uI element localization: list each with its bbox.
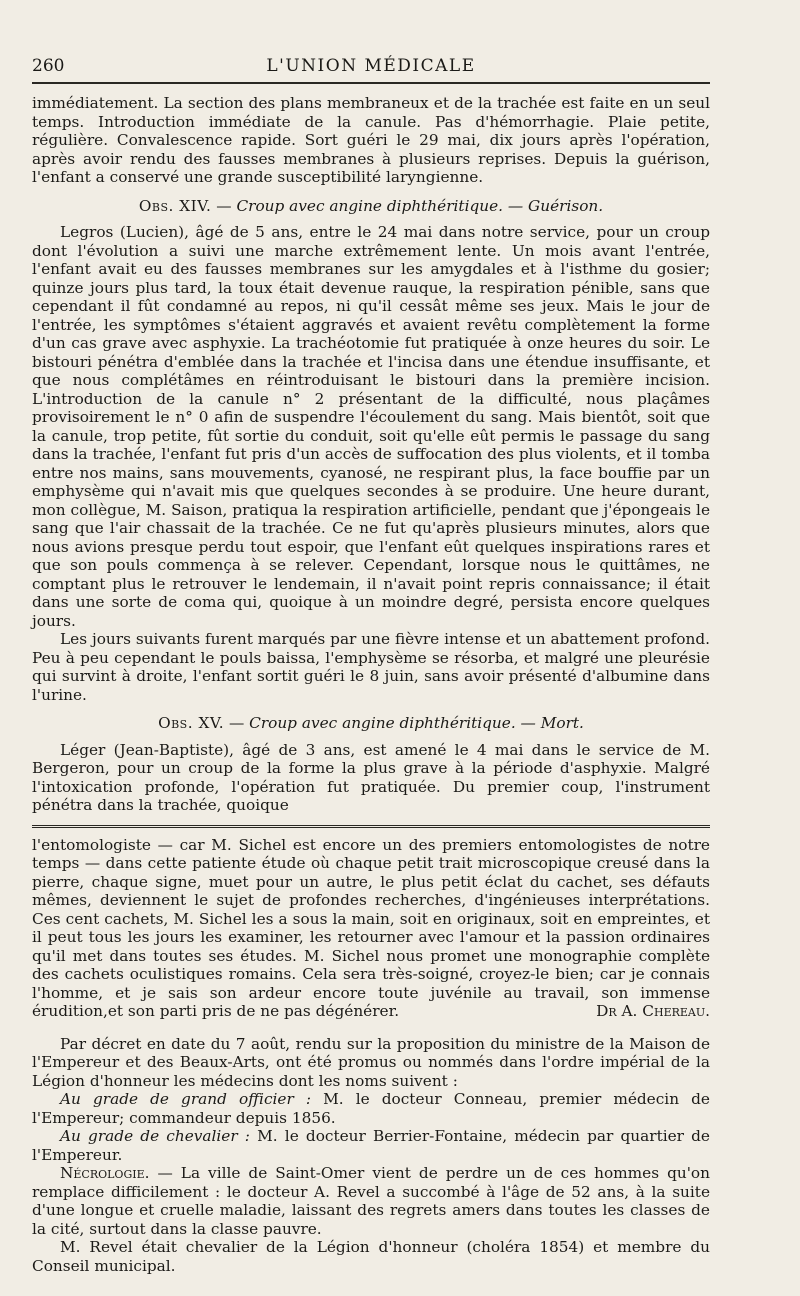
spacer — [32, 1021, 710, 1035]
paragraph-intro: immédiatement. La section des plans membraneux et de la trachée est faite en un seul temps. Introduction immédiate de la canule. Pas d'hémorrhagie. Plaie petite, régulière. Convalescence rapide. Sort guéri le 29 mai, dix jours après l'opération, après avoir rendu des fausses membranes à plusieurs reprises. Depuis la guérison, l'enfant a conservé une grande susceptibilité laryngienne. — [32, 94, 710, 186]
section-divider — [32, 825, 710, 830]
obs-15-dash: — — [224, 714, 250, 732]
obs-15-paragraph-1: Léger (Jean-Baptiste), âgé de 3 ans, est amené le 4 mai dans le service de M. Bergeron, pour un croup de la forme la plus grave à la période d'asphyxie. Malgré l'intoxication profonde, l'opération fut pratiquée. Du premier coup, l'instrument pénétra dans la trachée, quoique — [32, 740, 710, 814]
grand-officier-label: Au grade de grand officier : — [60, 1090, 312, 1108]
obs-14-label: Obs. XIV. — [138, 196, 212, 215]
obs-14-paragraph-1: Legros (Lucien), âgé de 5 ans, entre le 24 mai dans notre service, pour un croup dont l'évolution a suivi une marche extrêmement lente. Un mois avant l'entrée, l'enfant avait eu des fausses membranes sur les amygdales et à l'isthme du gosier; quinze jours plus tard, la toux était devenue rauque, la respiration pénible, sans que cependant il fût condamné au repos, ni qu'il cessât même ses jeux. Mais le jour de l'entrée, les symptômes s'étaient aggravés et avaient revêtu complètement la forme d'un cas grave avec asphyxie. La trachéotomie fut pratiquée à onze heures du soir. Le bistouri pénétra d'emblée dans la trachée et l'incisa dans une étendue insuffisante, et que nous complétâmes en réintroduisant le bistouri dans la première incision. L'introduction de la canule n° 2 présentant de la difficulté, nous plaçâmes provisoirement le n° 0 afin de suspendre l'écoulement du sang. Mais bientôt, soit que la canule, trop petite, fût sortie du conduit, soit qu'elle eût permis le passage du sang dans la trachée, l'enfant fut pris d'un accès de suffocation des plus violents, et il tomba entre nos mains, sans mouvements, cyanosé, ne respirant plus, la face bouffie par un emphysème qui n'avait mis que quelques secondes à se produire. Une heure durant, mon collègue, M. Saison, pratiqua la respiration artificielle, pendant que j'épongeais le sang que l'air chassait de la trachée. Ce ne fut qu'après plusieurs minutes, alors que nous avions presque perdu tout espoir, que l'enfant eût quelques inspirations rares et que son pouls commença à se relever. Cependant, lorsque nous le quittâmes, ne comptant plus le retrouver le lendemain, il n'avait point repris connaissance; il était dans une sorte de coma qui, quoique à un moindre degré, persista encore quelques jours. — [32, 223, 710, 630]
page-header — [32, 52, 710, 84]
revel-paragraph: M. Revel était chevalier de la Légion d'honneur (choléra 1854) et membre du Conseil municipal. — [32, 1238, 710, 1275]
chevalier-label: Au grade de chevalier : — [60, 1127, 250, 1145]
signature: Dr A. Chereau. — [596, 1002, 710, 1020]
chevalier-text: M. le docteur Berrier-Fontaine, médecin par quartier de l'Empereur. — [32, 1127, 710, 1164]
obs-14-dash: — — [211, 196, 237, 215]
decree-paragraph: Par décret en date du 7 août, rendu sur la proposition du ministre de la Maison de l'Empereur et des Beaux-Arts, ont été promus ou nommés dans l'ordre impérial de la Légion d'honneur les médecins dont les noms suivent : — [32, 1034, 710, 1090]
upper-article — [32, 94, 710, 815]
lower-article — [32, 836, 710, 1276]
necrologie-text: — La ville de Saint-Omer vient de perdre un de ces hommes qu'on remplace difficilement : le docteur A. Revel a succombé à l'âge de 52 ans, à la suite d'une longue et cruelle maladie, laissant des regrets amers dans toutes les classes de la cité, surtout dans la classe pauvre. — [32, 1164, 710, 1238]
necrologie-paragraph — [32, 1164, 710, 1238]
feuilleton-paragraph — [32, 836, 710, 1021]
grand-officier-paragraph — [32, 1090, 710, 1127]
feuilleton-text: l'entomologiste — car M. Sichel est encore un des premiers entomologistes de notre temps — dans cette patiente étude où chaque petit trait microscopique creusé dans la pierre, chaque signe, muet pour un autre, le plus petit éclat du cachet, ses défauts mêmes, deviennent le sujet de profondes recherches, d'ingénieuses interprétations. Ces cent cachets, M. Sichel les a sous la main, soit en originaux, soit en empreintes, et il peut tous les jours les examiner, les retourner avec l'amour et la passion ordinaires qu'il met dans toutes ses études. M. Sichel nous promet une monographie complète des cachets oculistiques romains. Cela sera très-soigné, croyez-le bien; car je connais l'homme, et je sais son ardeur encore toute juvénile au travail, son immense érudition,et son parti pris de ne pas dégénérer. — [32, 835, 710, 1020]
page-number: 260 — [32, 56, 65, 76]
observation-15-heading — [32, 714, 710, 733]
running-title: L'UNION MÉDICALE — [266, 56, 476, 76]
necrologie-label: Nécrologie. — [60, 1164, 150, 1182]
obs-14-paragraph-2: Les jours suivants furent marqués par une fièvre intense et un abattement profond. Peu à peu cependant le pouls baissa, l'emphysème se résorba, et malgré une pleurésie qui survint à droite, l'enfant sortit guéri le 8 juin, sans avoir présenté d'albumine dans l'urine. — [32, 630, 710, 704]
grand-officier-text: M. le docteur Conneau, premier médecin de l'Empereur; commandeur depuis 1856. — [32, 1090, 710, 1127]
obs-14-title: Croup avec angine diphthéritique. — Guérison. — [236, 196, 604, 215]
obs-15-title: Croup avec angine diphthéritique. — Mort. — [249, 714, 584, 732]
obs-15-label: Obs. XV. — [158, 714, 225, 732]
observation-14-heading — [32, 197, 710, 216]
chevalier-paragraph — [32, 1127, 710, 1164]
